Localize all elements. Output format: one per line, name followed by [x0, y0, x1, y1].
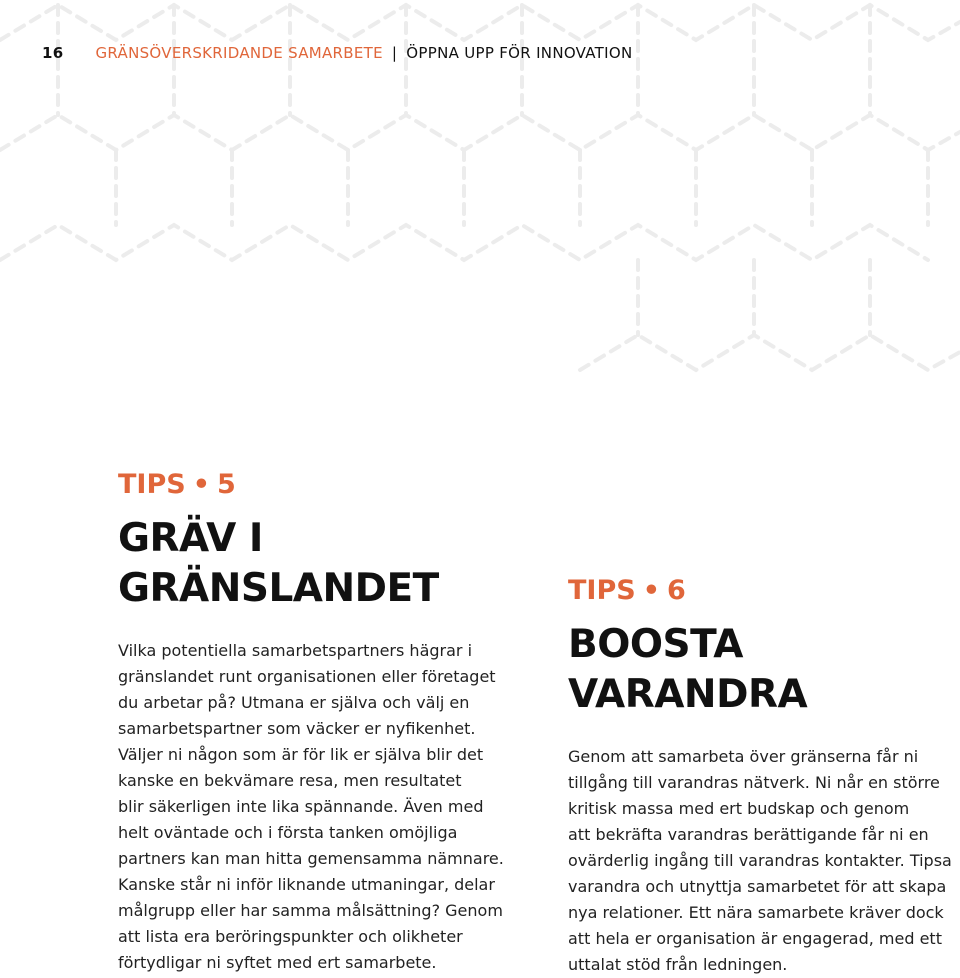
body-line: att lista era beröringspunkter och olikheter [118, 927, 463, 946]
body-line: målgrupp eller har samma målsättning? Genom [118, 901, 503, 920]
body-line: tillgång till varandras nätverk. Ni når en större [568, 773, 940, 792]
tip-heading-line: GRÄV I [118, 516, 263, 561]
tip-6-section [568, 574, 958, 978]
body-line: partners kan man hitta gemensamma nämnare. [118, 849, 504, 868]
section-title: GRÄNSÖVERSKRIDANDE SAMARBETE [95, 44, 383, 62]
body-line: Kanske står ni inför liknande utmaningar, delar [118, 875, 495, 894]
tip-label-text: TIPS [118, 469, 186, 500]
tip-5-section [118, 468, 518, 976]
body-line: gränslandet runt organisationen eller företaget [118, 667, 496, 686]
tip-heading-line: VARANDRA [568, 672, 808, 717]
body-line: att bekräfta varandras berättigande får ni en [568, 825, 929, 844]
bullet-icon: • [192, 469, 210, 500]
tip-body [118, 638, 518, 976]
body-line: Väljer ni någon som är för lik er själva blir det [118, 745, 484, 764]
body-line: helt oväntade och i första tanken omöjliga [118, 823, 458, 842]
tip-label [118, 468, 518, 502]
tip-heading-line: BOOSTA [568, 622, 743, 667]
body-line: varandra och utnyttja samarbetet för att skapa [568, 877, 947, 896]
body-line: förtydligar ni syftet med ert samarbete. [118, 953, 437, 972]
tip-label-text: TIPS [568, 575, 636, 606]
tip-heading [118, 514, 518, 614]
body-line: samarbetspartner som väcker er nyfikenhet. [118, 719, 476, 738]
chapter-title: ÖPPNA UPP FÖR INNOVATION [406, 44, 633, 62]
body-line: du arbetar på? Utmana er själva och välj en [118, 693, 470, 712]
tip-label [568, 574, 958, 608]
body-line: kanske en bekvämare resa, men resultatet [118, 771, 462, 790]
tip-heading [568, 620, 958, 720]
tip-number: 5 [216, 469, 236, 500]
tip-number: 6 [666, 575, 686, 606]
page-number: 16 [42, 44, 64, 62]
body-line: nya relationer. Ett nära samarbete kräver dock [568, 903, 944, 922]
body-line: ovärderlig ingång till varandras kontakter. Tipsa [568, 851, 952, 870]
body-line: Vilka potentiella samarbetspartners hägrar i [118, 641, 473, 660]
body-line: blir säkerligen inte lika spännande. Även med [118, 797, 484, 816]
running-header [42, 42, 633, 64]
tip-heading-line: GRÄNSLANDET [118, 566, 439, 611]
body-line: uttalat stöd från ledningen. [568, 955, 788, 974]
body-line: Genom att samarbeta över gränserna får ni [568, 747, 919, 766]
header-separator: | [391, 44, 398, 62]
bullet-icon: • [642, 575, 660, 606]
body-line: kritisk massa med ert budskap och genom [568, 799, 910, 818]
body-line: att hela er organisation är engagerad, med ett [568, 929, 942, 948]
tip-body [568, 744, 958, 978]
